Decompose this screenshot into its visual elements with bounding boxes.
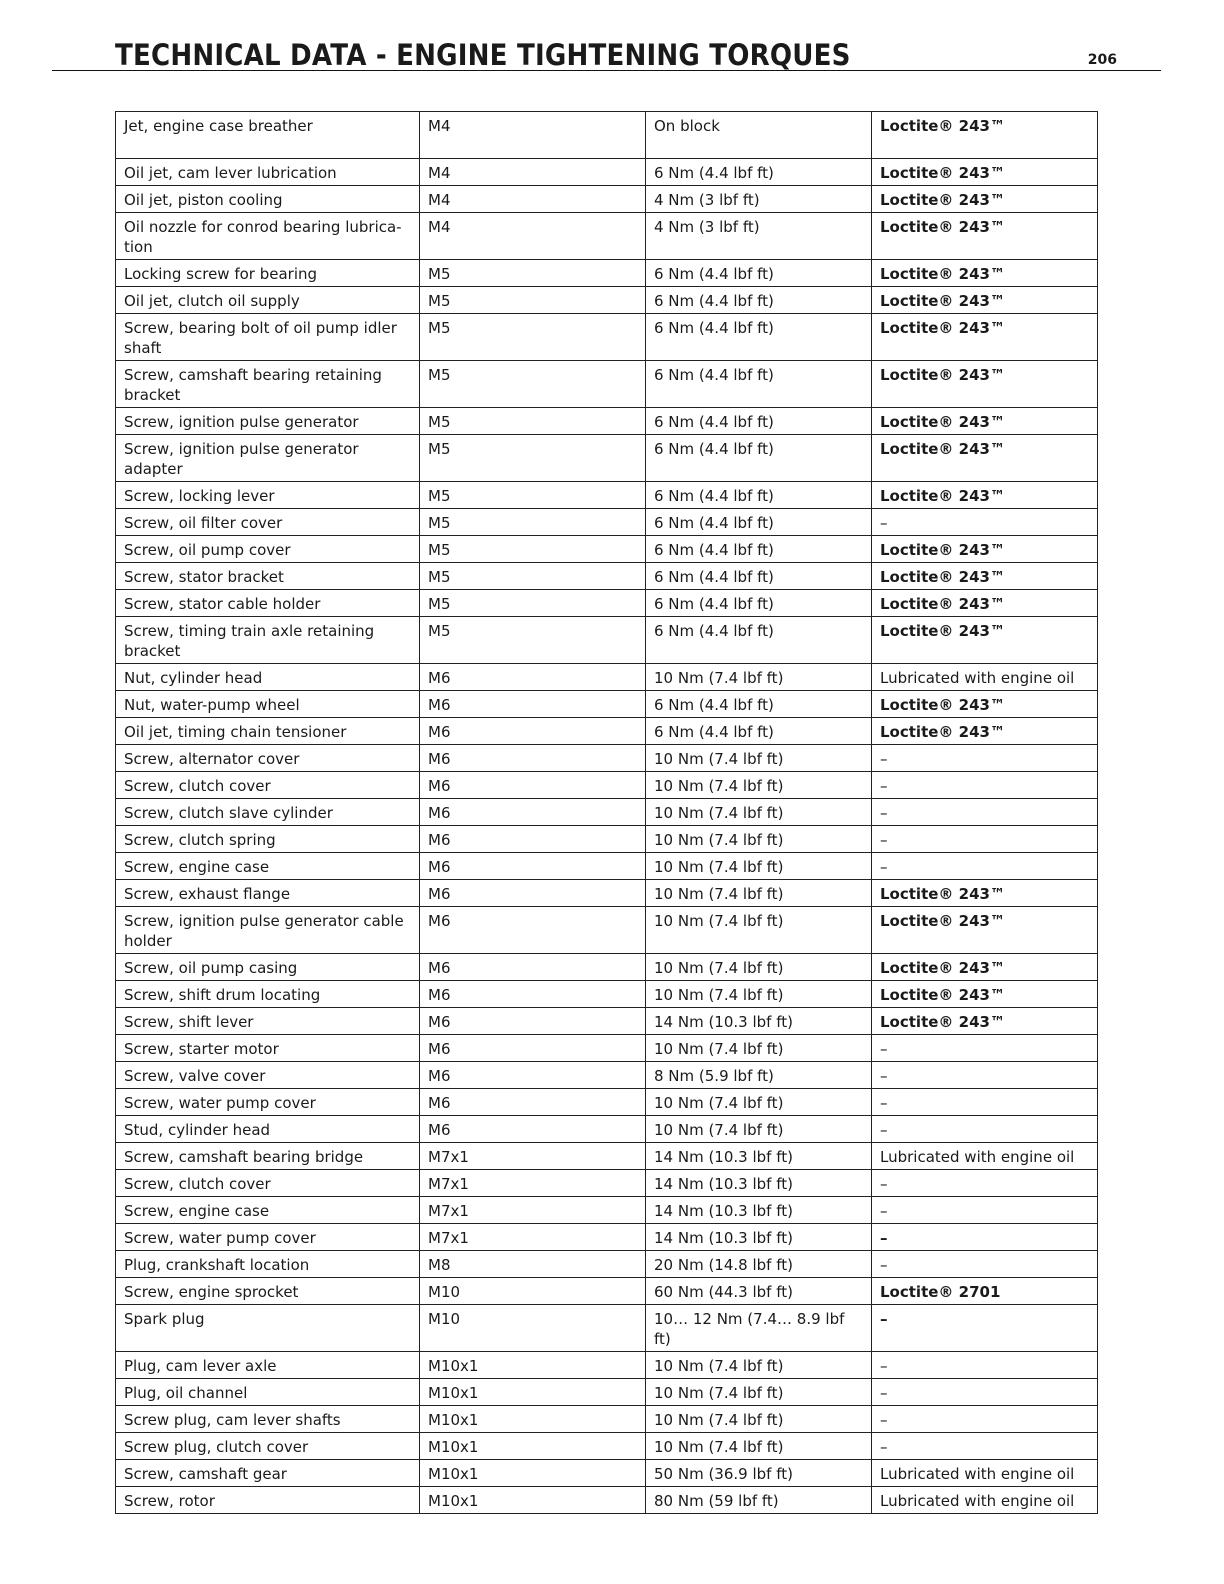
cell-part: Screw, shift drum locating <box>116 981 420 1008</box>
cell-thread: M6 <box>420 853 646 880</box>
cell-thread: M6 <box>420 1035 646 1062</box>
cell-torque: 10 Nm (7.4 lbf ft) <box>646 1433 872 1460</box>
cell-part: Plug, crankshaft location <box>116 1251 420 1278</box>
cell-thread: M6 <box>420 772 646 799</box>
cell-part: Screw, exhaust flange <box>116 880 420 907</box>
cell-torque: 6 Nm (4.4 lbf ft) <box>646 482 872 509</box>
cell-agent: – <box>872 1089 1098 1116</box>
cell-part: Screw, engine case <box>116 853 420 880</box>
cell-part: Screw, oil pump casing <box>116 954 420 981</box>
table-row <box>116 1406 1098 1433</box>
cell-part: Screw, oil pump cover <box>116 536 420 563</box>
cell-part: Screw, timing train axle retaining bracket <box>116 617 420 664</box>
cell-thread: M6 <box>420 880 646 907</box>
cell-agent: Loctite® 243™ <box>872 691 1098 718</box>
cell-thread: M6 <box>420 1062 646 1089</box>
cell-agent: – <box>872 1062 1098 1089</box>
cell-torque: 10 Nm (7.4 lbf ft) <box>646 853 872 880</box>
cell-torque: 10 Nm (7.4 lbf ft) <box>646 772 872 799</box>
table-row <box>116 186 1098 213</box>
cell-part: Screw, alternator cover <box>116 745 420 772</box>
cell-thread: M4 <box>420 159 646 186</box>
cell-torque: 80 Nm (59 lbf ft) <box>646 1487 872 1514</box>
cell-agent: – <box>872 1406 1098 1433</box>
table-row <box>116 435 1098 482</box>
cell-part: Spark plug <box>116 1305 420 1352</box>
cell-agent: Loctite® 243™ <box>872 718 1098 745</box>
table-row <box>116 1224 1098 1251</box>
cell-part: Oil nozzle for conrod bearing lubrica-tion <box>116 213 420 260</box>
torque-table-body <box>116 112 1098 1514</box>
cell-part: Screw, rotor <box>116 1487 420 1514</box>
cell-torque: 10… 12 Nm (7.4… 8.9 lbf ft) <box>646 1305 872 1352</box>
cell-part: Screw, valve cover <box>116 1062 420 1089</box>
cell-torque: 10 Nm (7.4 lbf ft) <box>646 1379 872 1406</box>
cell-thread: M6 <box>420 718 646 745</box>
cell-thread: M5 <box>420 590 646 617</box>
table-row <box>116 408 1098 435</box>
cell-torque: 6 Nm (4.4 lbf ft) <box>646 287 872 314</box>
page-header <box>52 36 1161 71</box>
cell-torque: 10 Nm (7.4 lbf ft) <box>646 907 872 954</box>
cell-part: Screw, starter motor <box>116 1035 420 1062</box>
cell-thread: M5 <box>420 617 646 664</box>
cell-torque: 50 Nm (36.9 lbf ft) <box>646 1460 872 1487</box>
table-row <box>116 112 1098 159</box>
cell-thread: M4 <box>420 213 646 260</box>
cell-agent: Loctite® 243™ <box>872 361 1098 408</box>
cell-torque: 14 Nm (10.3 lbf ft) <box>646 1143 872 1170</box>
cell-thread: M6 <box>420 981 646 1008</box>
table-row <box>116 1487 1098 1514</box>
table-row <box>116 718 1098 745</box>
cell-thread: M10x1 <box>420 1352 646 1379</box>
cell-agent: Lubricated with engine oil <box>872 1143 1098 1170</box>
cell-part: Oil jet, cam lever lubrication <box>116 159 420 186</box>
cell-part: Oil jet, timing chain tensioner <box>116 718 420 745</box>
cell-agent: – <box>872 1305 1098 1352</box>
cell-agent: Lubricated with engine oil <box>872 1487 1098 1514</box>
table-row <box>116 361 1098 408</box>
cell-part: Nut, cylinder head <box>116 664 420 691</box>
torque-table <box>115 111 1098 1514</box>
cell-part: Screw, water pump cover <box>116 1224 420 1251</box>
cell-agent: Loctite® 243™ <box>872 435 1098 482</box>
table-row <box>116 1379 1098 1406</box>
cell-thread: M5 <box>420 536 646 563</box>
cell-torque: On block <box>646 112 872 159</box>
table-row <box>116 1251 1098 1278</box>
cell-torque: 8 Nm (5.9 lbf ft) <box>646 1062 872 1089</box>
cell-agent: Loctite® 243™ <box>872 617 1098 664</box>
cell-torque: 10 Nm (7.4 lbf ft) <box>646 954 872 981</box>
table-row <box>116 772 1098 799</box>
table-row <box>116 745 1098 772</box>
cell-agent: Loctite® 243™ <box>872 186 1098 213</box>
page-title: TECHNICAL DATA - ENGINE TIGHTENING TORQUES <box>115 38 851 72</box>
cell-part: Screw, water pump cover <box>116 1089 420 1116</box>
cell-agent: Loctite® 243™ <box>872 536 1098 563</box>
cell-part: Screw, bearing bolt of oil pump idler shaft <box>116 314 420 361</box>
cell-thread: M7x1 <box>420 1197 646 1224</box>
cell-agent: Loctite® 243™ <box>872 1008 1098 1035</box>
table-row <box>116 1197 1098 1224</box>
cell-part: Screw, clutch cover <box>116 772 420 799</box>
cell-thread: M5 <box>420 314 646 361</box>
cell-part: Jet, engine case breather <box>116 112 420 159</box>
table-row <box>116 536 1098 563</box>
cell-agent: – <box>872 1197 1098 1224</box>
cell-thread: M5 <box>420 509 646 536</box>
cell-thread: M10 <box>420 1278 646 1305</box>
cell-agent: – <box>872 1116 1098 1143</box>
table-row <box>116 1170 1098 1197</box>
table-row <box>116 287 1098 314</box>
cell-agent: – <box>872 509 1098 536</box>
cell-part: Screw, camshaft gear <box>116 1460 420 1487</box>
cell-torque: 4 Nm (3 lbf ft) <box>646 186 872 213</box>
cell-agent: Loctite® 243™ <box>872 482 1098 509</box>
cell-thread: M7x1 <box>420 1224 646 1251</box>
cell-thread: M5 <box>420 563 646 590</box>
cell-thread: M5 <box>420 482 646 509</box>
cell-thread: M5 <box>420 408 646 435</box>
cell-thread: M8 <box>420 1251 646 1278</box>
cell-agent: Lubricated with engine oil <box>872 664 1098 691</box>
cell-thread: M6 <box>420 691 646 718</box>
cell-torque: 10 Nm (7.4 lbf ft) <box>646 799 872 826</box>
cell-part: Screw, camshaft bearing retaining bracket <box>116 361 420 408</box>
table-row <box>116 482 1098 509</box>
table-row <box>116 260 1098 287</box>
cell-part: Stud, cylinder head <box>116 1116 420 1143</box>
cell-agent: Loctite® 243™ <box>872 981 1098 1008</box>
cell-agent: Loctite® 243™ <box>872 112 1098 159</box>
table-row <box>116 691 1098 718</box>
cell-thread: M6 <box>420 745 646 772</box>
cell-torque: 10 Nm (7.4 lbf ft) <box>646 1116 872 1143</box>
cell-thread: M10 <box>420 1305 646 1352</box>
cell-part: Screw, clutch spring <box>116 826 420 853</box>
cell-thread: M6 <box>420 1089 646 1116</box>
table-row <box>116 617 1098 664</box>
cell-part: Screw plug, clutch cover <box>116 1433 420 1460</box>
cell-torque: 10 Nm (7.4 lbf ft) <box>646 981 872 1008</box>
cell-thread: M5 <box>420 287 646 314</box>
cell-part: Screw, clutch slave cylinder <box>116 799 420 826</box>
cell-thread: M4 <box>420 112 646 159</box>
cell-torque: 10 Nm (7.4 lbf ft) <box>646 1089 872 1116</box>
cell-thread: M6 <box>420 799 646 826</box>
table-row <box>116 1305 1098 1352</box>
table-row <box>116 880 1098 907</box>
table-row <box>116 664 1098 691</box>
cell-agent: Loctite® 243™ <box>872 880 1098 907</box>
cell-part: Screw, camshaft bearing bridge <box>116 1143 420 1170</box>
cell-torque: 6 Nm (4.4 lbf ft) <box>646 408 872 435</box>
cell-part: Screw, ignition pulse generator <box>116 408 420 435</box>
cell-torque: 10 Nm (7.4 lbf ft) <box>646 1035 872 1062</box>
cell-torque: 6 Nm (4.4 lbf ft) <box>646 590 872 617</box>
cell-agent: – <box>872 799 1098 826</box>
table-row <box>116 954 1098 981</box>
cell-agent: Loctite® 243™ <box>872 954 1098 981</box>
table-row <box>116 314 1098 361</box>
cell-agent: Loctite® 243™ <box>872 408 1098 435</box>
cell-thread: M6 <box>420 664 646 691</box>
cell-thread: M7x1 <box>420 1143 646 1170</box>
cell-part: Nut, water-pump wheel <box>116 691 420 718</box>
cell-torque: 60 Nm (44.3 lbf ft) <box>646 1278 872 1305</box>
cell-part: Screw, locking lever <box>116 482 420 509</box>
cell-torque: 10 Nm (7.4 lbf ft) <box>646 1406 872 1433</box>
cell-agent: – <box>872 1170 1098 1197</box>
cell-part: Plug, oil channel <box>116 1379 420 1406</box>
cell-agent: – <box>872 745 1098 772</box>
cell-thread: M5 <box>420 361 646 408</box>
table-row <box>116 1008 1098 1035</box>
cell-thread: M10x1 <box>420 1460 646 1487</box>
table-row <box>116 1035 1098 1062</box>
cell-part: Screw plug, cam lever shafts <box>116 1406 420 1433</box>
table-row <box>116 590 1098 617</box>
cell-agent: Loctite® 243™ <box>872 563 1098 590</box>
cell-thread: M7x1 <box>420 1170 646 1197</box>
table-row <box>116 1062 1098 1089</box>
cell-thread: M10x1 <box>420 1487 646 1514</box>
cell-agent: – <box>872 853 1098 880</box>
cell-torque: 14 Nm (10.3 lbf ft) <box>646 1197 872 1224</box>
cell-agent: – <box>872 1035 1098 1062</box>
cell-part: Screw, shift lever <box>116 1008 420 1035</box>
cell-torque: 6 Nm (4.4 lbf ft) <box>646 563 872 590</box>
table-row <box>116 826 1098 853</box>
cell-thread: M6 <box>420 826 646 853</box>
table-row <box>116 1460 1098 1487</box>
cell-part: Oil jet, clutch oil supply <box>116 287 420 314</box>
cell-part: Screw, clutch cover <box>116 1170 420 1197</box>
cell-part: Oil jet, piston cooling <box>116 186 420 213</box>
table-row <box>116 159 1098 186</box>
cell-agent: – <box>872 826 1098 853</box>
cell-torque: 6 Nm (4.4 lbf ft) <box>646 691 872 718</box>
cell-agent: Loctite® 243™ <box>872 159 1098 186</box>
cell-torque: 6 Nm (4.4 lbf ft) <box>646 159 872 186</box>
cell-agent: – <box>872 772 1098 799</box>
cell-torque: 10 Nm (7.4 lbf ft) <box>646 1352 872 1379</box>
table-row <box>116 1143 1098 1170</box>
cell-agent: Lubricated with engine oil <box>872 1460 1098 1487</box>
cell-torque: 4 Nm (3 lbf ft) <box>646 213 872 260</box>
cell-torque: 6 Nm (4.4 lbf ft) <box>646 314 872 361</box>
cell-thread: M6 <box>420 1008 646 1035</box>
cell-torque: 14 Nm (10.3 lbf ft) <box>646 1170 872 1197</box>
cell-agent: Loctite® 243™ <box>872 213 1098 260</box>
cell-torque: 10 Nm (7.4 lbf ft) <box>646 664 872 691</box>
cell-agent: Loctite® 2701 <box>872 1278 1098 1305</box>
cell-torque: 6 Nm (4.4 lbf ft) <box>646 509 872 536</box>
cell-agent: Loctite® 243™ <box>872 260 1098 287</box>
cell-torque: 6 Nm (4.4 lbf ft) <box>646 435 872 482</box>
cell-torque: 6 Nm (4.4 lbf ft) <box>646 617 872 664</box>
cell-part: Screw, oil filter cover <box>116 509 420 536</box>
table-row <box>116 907 1098 954</box>
cell-torque: 10 Nm (7.4 lbf ft) <box>646 880 872 907</box>
cell-part: Screw, engine sprocket <box>116 1278 420 1305</box>
cell-torque: 6 Nm (4.4 lbf ft) <box>646 361 872 408</box>
cell-thread: M10x1 <box>420 1433 646 1460</box>
table-row <box>116 853 1098 880</box>
cell-thread: M10x1 <box>420 1406 646 1433</box>
cell-torque: 10 Nm (7.4 lbf ft) <box>646 826 872 853</box>
cell-torque: 6 Nm (4.4 lbf ft) <box>646 536 872 563</box>
cell-agent: – <box>872 1224 1098 1251</box>
cell-part: Screw, ignition pulse generator adapter <box>116 435 420 482</box>
cell-thread: M10x1 <box>420 1379 646 1406</box>
cell-agent: – <box>872 1379 1098 1406</box>
table-row <box>116 981 1098 1008</box>
page-number: 206 <box>1087 52 1117 68</box>
cell-part: Screw, stator cable holder <box>116 590 420 617</box>
table-row <box>116 1352 1098 1379</box>
cell-agent: – <box>872 1251 1098 1278</box>
table-row <box>116 799 1098 826</box>
table-row <box>116 563 1098 590</box>
cell-thread: M5 <box>420 260 646 287</box>
cell-torque: 10 Nm (7.4 lbf ft) <box>646 745 872 772</box>
cell-part: Screw, stator bracket <box>116 563 420 590</box>
cell-agent: Loctite® 243™ <box>872 287 1098 314</box>
cell-thread: M6 <box>420 907 646 954</box>
cell-part: Screw, ignition pulse generator cable holder <box>116 907 420 954</box>
table-row <box>116 1116 1098 1143</box>
table-row <box>116 1433 1098 1460</box>
table-row <box>116 1278 1098 1305</box>
cell-torque: 14 Nm (10.3 lbf ft) <box>646 1224 872 1251</box>
table-row <box>116 1089 1098 1116</box>
cell-agent: Loctite® 243™ <box>872 314 1098 361</box>
table-row <box>116 213 1098 260</box>
cell-part: Screw, engine case <box>116 1197 420 1224</box>
table-row <box>116 509 1098 536</box>
cell-thread: M6 <box>420 1116 646 1143</box>
cell-part: Plug, cam lever axle <box>116 1352 420 1379</box>
cell-thread: M6 <box>420 954 646 981</box>
cell-part: Locking screw for bearing <box>116 260 420 287</box>
cell-agent: Loctite® 243™ <box>872 590 1098 617</box>
cell-torque: 14 Nm (10.3 lbf ft) <box>646 1008 872 1035</box>
cell-torque: 6 Nm (4.4 lbf ft) <box>646 260 872 287</box>
cell-agent: – <box>872 1352 1098 1379</box>
cell-agent: Loctite® 243™ <box>872 907 1098 954</box>
cell-thread: M5 <box>420 435 646 482</box>
cell-torque: 20 Nm (14.8 lbf ft) <box>646 1251 872 1278</box>
cell-torque: 6 Nm (4.4 lbf ft) <box>646 718 872 745</box>
cell-agent: – <box>872 1433 1098 1460</box>
cell-thread: M4 <box>420 186 646 213</box>
